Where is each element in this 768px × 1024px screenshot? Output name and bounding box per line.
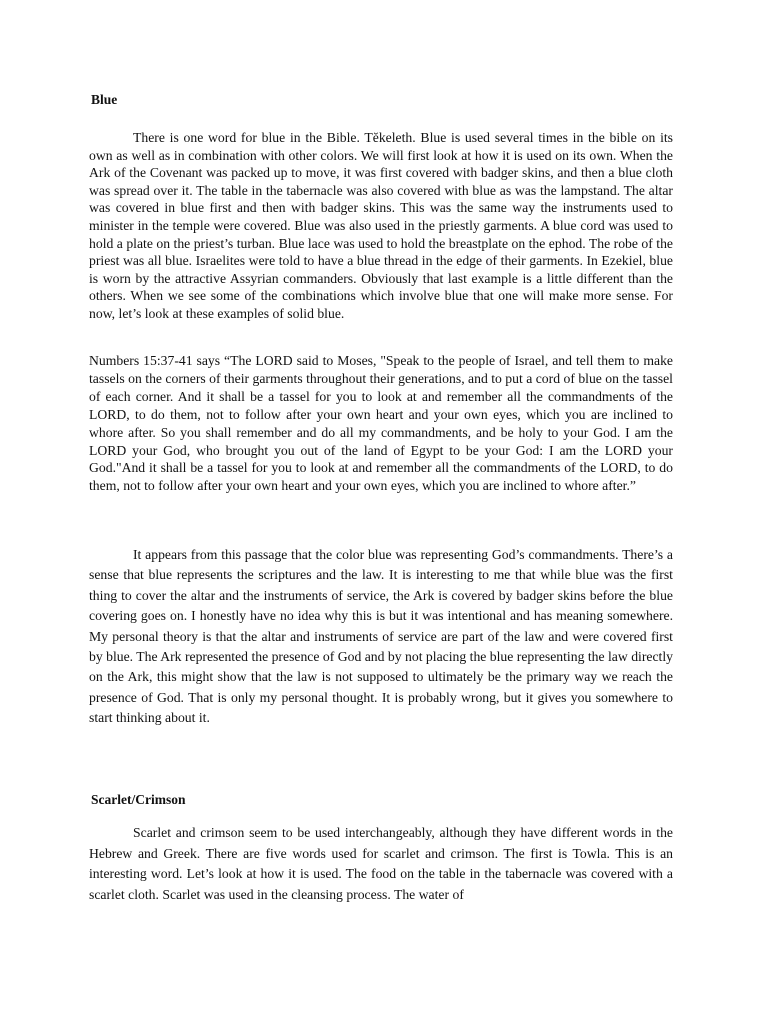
section-heading-scarlet-crimson: Scarlet/Crimson bbox=[91, 792, 186, 807]
paragraph-blue-intro: There is one word for blue in the Bible. Tĕkeleth. Blue is used several times in the bible on its own as well as in combination with other colors. We will first look at how it is used on its own. When the Ark of the Covenant was packed up to move, it was first covered with badger skins, and then a blue cloth was spread over it. The table in the tabernacle was also covered with blue as was the lampstand. The altar was covered in blue first and then with badger skins. This was the same way the instruments used to minister in the temple were covered. Blue was also used in the priestly garments. A blue cord was used to hold a plate on the priest’s turban. Blue lace was used to hold the breastplate on the ephod. The robe of the priest was all blue. Israelites were told to have a blue thread in the edge of their garments. In Ezekiel, blue is worn by the attractive Assyrian commanders. Obviously that last example is a little different than the others. When we see some of the combinations which involve blue that one will make more sense. For now, let’s look at these examples of solid blue. bbox=[89, 130, 673, 321]
section-heading-blue: Blue bbox=[91, 92, 118, 107]
paragraph-numbers-quote: Numbers 15:37-41 says “The LORD said to Moses, "Speak to the people of Israel, and tell them to make tassels on the corners of their garments throughout their generations, and to put a cord of blue on the tassel of each corner. And it shall be a tassel for you to look at and remember all the commandments of the LORD, to do them, not to follow after your own heart and your own eyes, which you are inclined to whore after. So you shall remember and do all my commandments, and be holy to your God. I am the LORD your God, who brought you out of the land of Egypt to be your God: I am the LORD your God."And it shall be a tassel for you to look at and remember all the commandments of the LORD, to do them, not to follow after your own heart and your own eyes, which you are inclined to whore after.” bbox=[89, 353, 673, 494]
paragraph-blue-interpretation: It appears from this passage that the color blue was representing God’s commandments. There’s a sense that blue represents the scriptures and the law. It is interesting to me that while blue was the first thing to cover the altar and the instruments of service, the Ark is covered by badger skins before the blue covering goes on. I honestly have no idea why this is but it was intentional and has meaning somewhere. My personal theory is that the altar and instruments of service are part of the law and were covered first by blue. The Ark represented the presence of God and by not placing the blue representing the law directly on the Ark, this might show that the law is not supposed to ultimately be the primary way we reach the presence of God. That is only my personal thought. It is probably wrong, but it gives you somewhere to start thinking about it. bbox=[89, 547, 673, 726]
paragraph-scarlet-intro: Scarlet and crimson seem to be used interchangeably, although they have different words in the Hebrew and Greek. There are five words used for scarlet and crimson. The first is Towla. This is an interesting word. Let’s look at how it is used. The food on the table in the tabernacle was covered with a scarlet cloth. Scarlet was used in the cleansing process. The water of bbox=[89, 825, 673, 902]
